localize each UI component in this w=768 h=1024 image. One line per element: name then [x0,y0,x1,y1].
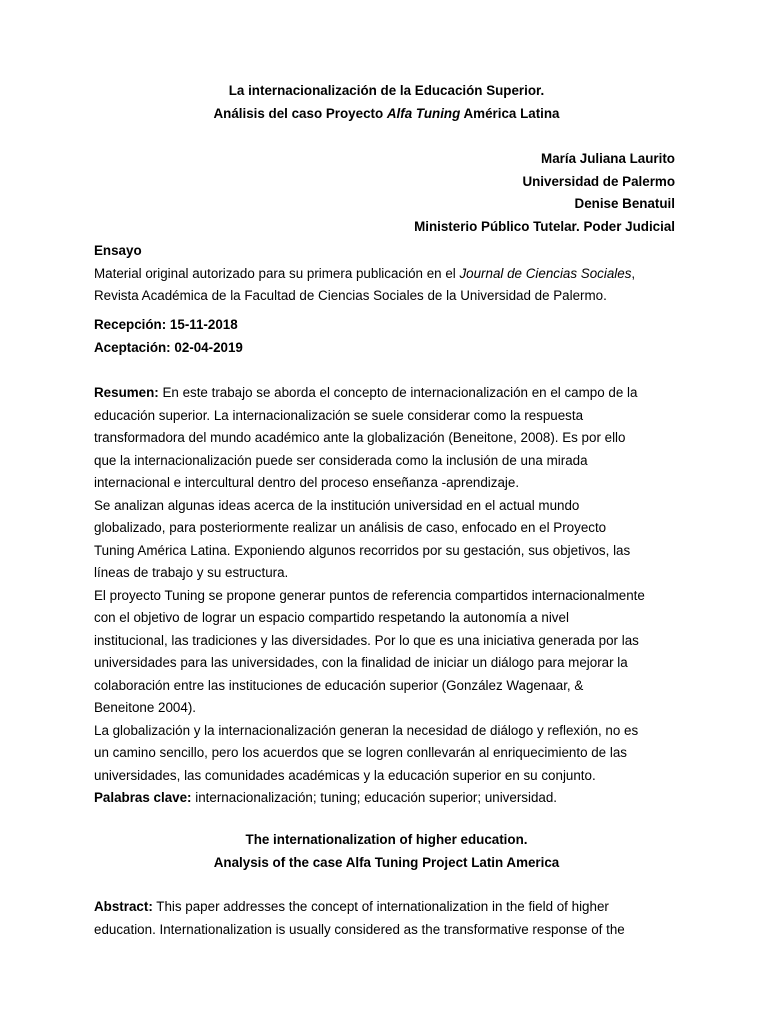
title-line-2-end: América Latina [460,106,560,121]
title-italic-project: Alfa Tuning [386,106,461,121]
abstract-label: Abstract: [94,899,153,914]
title-line-2-start: Análisis del caso Proyecto [213,106,387,121]
publication-note-line-1 [94,263,679,286]
abstract-line: education. Internationalization is usually considered as the transformative response of the [94,921,625,937]
reception-value: 15-11-2018 [169,317,238,332]
resumen-section [94,382,679,810]
resumen-line: líneas de trabajo y su estructura. [94,565,289,580]
resumen-label: Resumen: [94,385,159,400]
resumen-line: internacional e intercultural dentro del proceso enseñanza -aprendizaje. [94,475,520,490]
resumen-line: La globalización y la internacionalización generan la necesidad de diálogo y reflexión, no es [94,722,639,738]
english-title-line-1: The internationalization of higher education. [245,832,528,847]
resumen-line: transformadora del mundo académico ante la globalización (Beneitone, 2008). Es por ello [94,430,626,445]
resumen-line: Se analizan algunas ideas acerca de la institución universidad en el actual mundo [94,497,580,513]
abstract-text: This paper addresses the concept of internationalization in the field of higher [152,899,609,914]
author-name-2: Denise Benatuil [574,196,675,212]
resumen-line: con el objetivo de lograr un espacio compartido respetando la autonomía a nivel [94,610,569,625]
title-line-1: La internacionalización de la Educación Superior. [228,83,545,98]
note-text-start: Material original autorizado para su primera publicación en el [94,265,460,281]
reception-date [94,314,679,337]
english-title-line-2: Analysis of the case Alfa Tuning Project Latin America [213,855,560,870]
resumen-line: El proyecto Tuning se propone generar puntos de referencia compartidos internacionalmente [94,587,645,603]
english-title [94,828,679,874]
author-block [94,148,675,238]
resumen-paragraph-1 [94,382,679,495]
abstract-line [94,896,679,919]
acceptance-value: 02-04-2019 [174,339,243,355]
resumen-line: universidades, las comunidades académicas y la educación superior en su conjunto. [94,767,596,783]
resumen-paragraph-2 [94,495,679,585]
acceptance-label: Aceptación: [94,339,171,355]
resumen-line: Beneitone 2004). [94,700,196,715]
keywords-text: internacionalización; tuning; educación superior; universidad. [191,790,558,805]
resumen-line: institucional, las tradiciones y las diversidades. Por lo que es una iniciativa generada por las [94,632,639,648]
author-affiliation-2: Ministerio Público Tutelar. Poder Judicial [414,218,675,234]
keywords-label: Palabras clave: [94,790,192,805]
resumen-line: colaboración entre las instituciones de educación superior (González Wagenaar, & [94,677,584,693]
note-text-end: , [631,265,636,281]
resumen-line: globalizado, para posteriormente realizar un análisis de caso, enfocado en el Proyecto [94,520,607,535]
journal-name: Journal de Ciencias Sociales [459,265,632,281]
spanish-title [94,79,679,125]
author-affiliation-1: Universidad de Palermo [522,173,675,189]
dates-block [94,314,679,359]
keywords-paragraph [94,787,679,810]
reception-label: Recepción: [94,317,167,332]
keywords-line [94,787,679,810]
resumen-line: universidades para las universidades, con la finalidad de iniciar un diálogo para mejorar la [94,655,628,670]
publication-note [94,240,679,308]
resumen-line: que la internacionalización puede ser considerada como la inclusión de una mirada [94,452,588,468]
resumen-paragraph-3 [94,585,679,720]
publication-note-line-2: Revista Académica de la Facultad de Ciencias Sociales de la Universidad de Palermo. [94,288,607,303]
resumen-text: En este trabajo se aborda el concepto de internacionalización en el campo de la [158,385,638,400]
resumen-paragraph-4 [94,720,679,788]
abstract-section [94,896,679,941]
article-type: Ensayo [94,243,142,258]
resumen-line [94,382,679,405]
resumen-line: un camino sencillo, pero los acuerdos que se logren conllevarán al enriquecimiento de las [94,745,627,760]
title-line-2 [94,102,679,125]
resumen-line: Tuning América Latina. Exponiendo algunos recorridos por su gestación, sus objetivos, las [94,542,631,558]
acceptance-date [94,337,679,360]
author-name-1: María Juliana Laurito [541,151,675,166]
resumen-line: educación superior. La internacionalización se suele considerar como la respuesta [94,407,584,423]
